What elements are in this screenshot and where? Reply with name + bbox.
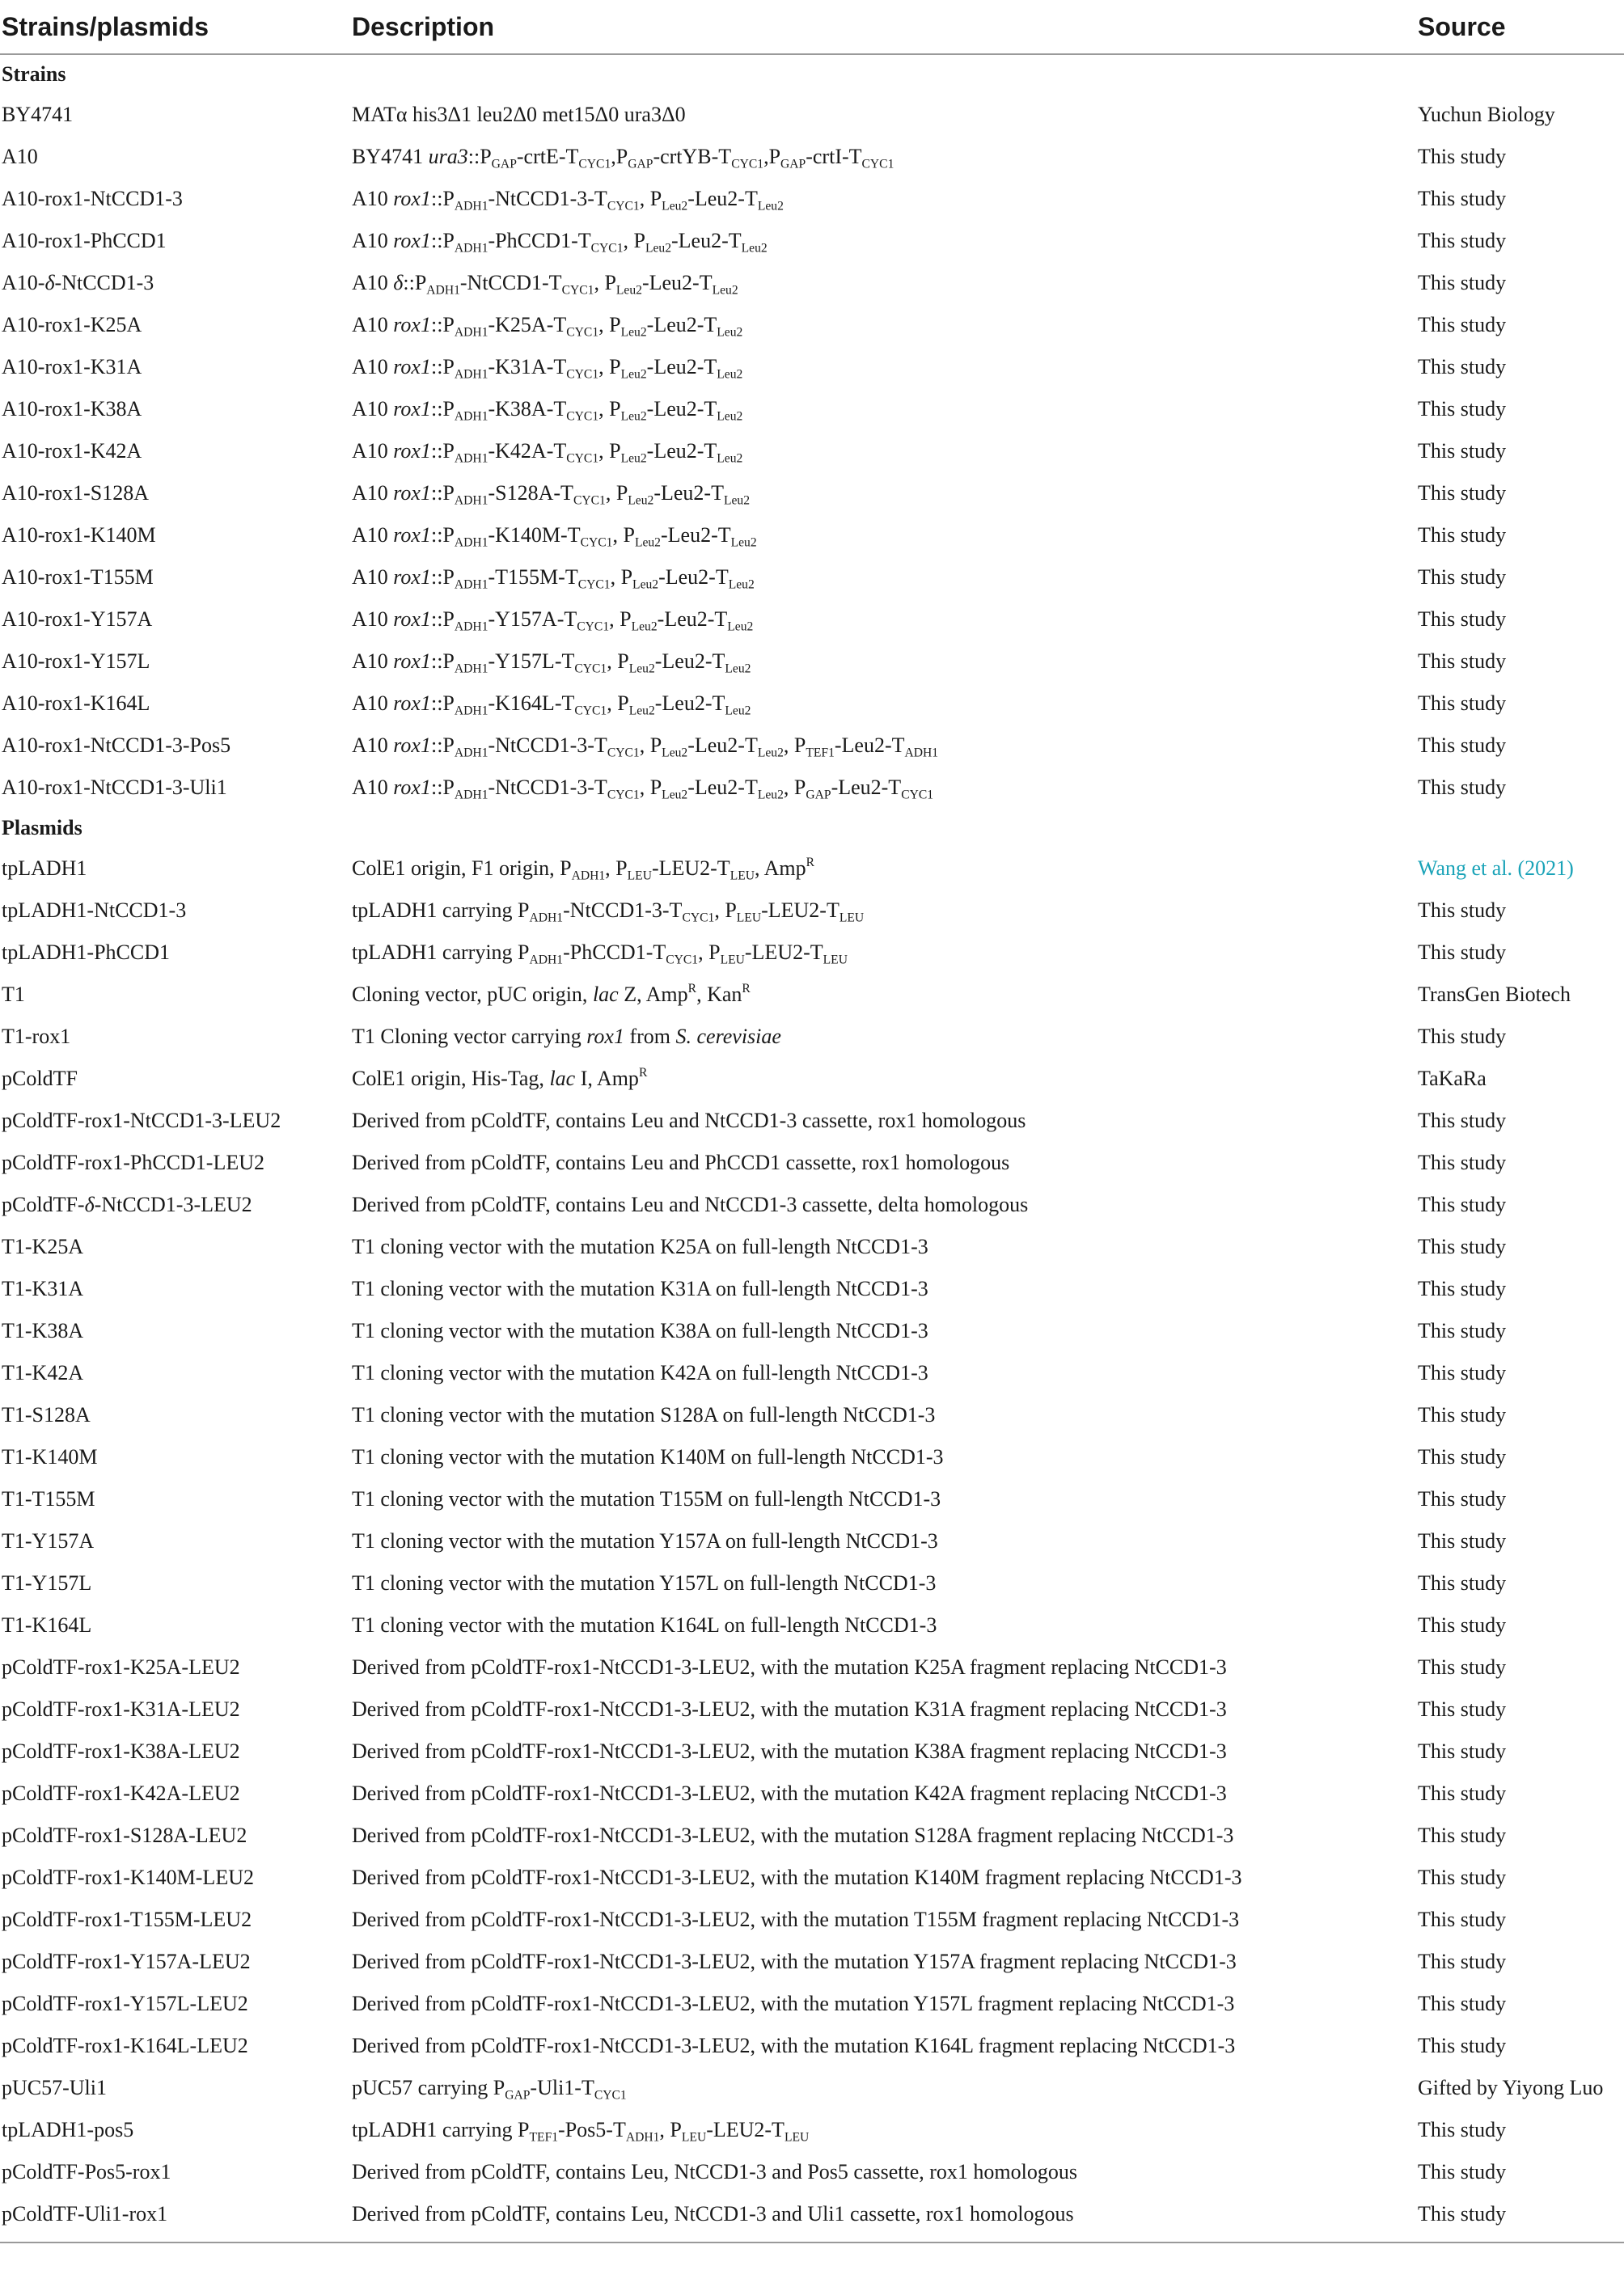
source-cell: This study — [1418, 776, 1507, 799]
source-cell: This study — [1418, 481, 1507, 505]
strain-name-cell: tpLADH1-NtCCD1-3 — [2, 898, 187, 922]
table-row — [0, 1100, 1624, 1142]
source-cell: This study — [1418, 145, 1507, 168]
table-row — [0, 1857, 1624, 1899]
source-cell: This study — [1418, 1950, 1507, 1973]
strain-name-cell: T1-K31A — [2, 1277, 84, 1300]
table-header-row — [0, 0, 1624, 54]
source-cell: This study — [1418, 1361, 1507, 1384]
description-cell: BY4741 $ura3::P_{GAP}-crtE-T_{CYC1},P_{GAP}-crtYB-T_{CYC1},P_{GAP}-crtI-T_{CYC1}$ — [352, 145, 894, 171]
table-row — [0, 890, 1624, 932]
source-cell: This study — [1418, 355, 1507, 378]
strain-name-cell: pColdTF-rox1-S128A-LEU2 — [2, 1824, 247, 1847]
description-cell: A10 $rox1::P_{ADH1}-K38A-T_{CYC1}$, $P_{Leu2}-Leu2-T_{Leu2}$ — [352, 397, 743, 424]
description-cell: Derived from pColdTF-rox1-NtCCD1-3-LEU2, with the mutation S128A fragment replacing NtCCD1-3 — [352, 1824, 1234, 1847]
source-cell: This study — [1418, 1487, 1507, 1511]
description-cell: A10 $rox1::P_{ADH1}-NtCCD1-3-T_{CYC1}$, $P_{Leu2}-Leu2-T_{Leu2}$, $P_{TEF1}-Leu2-T_{ADH1}$ — [352, 733, 939, 760]
source-cell: TransGen Biotech — [1418, 983, 1571, 1006]
source-cell: This study — [1418, 439, 1507, 463]
description-cell: Derived from pColdTF, contains Leu, NtCCD1-3 and Pos5 cassette, rox1 homologous — [352, 2160, 1077, 2183]
description-cell: T1 cloning vector with the mutation K25A on full-length NtCCD1-3 — [352, 1235, 928, 1258]
source-cell: This study — [1418, 1529, 1507, 1553]
table-row — [0, 1478, 1624, 1520]
table-row — [0, 1520, 1624, 1562]
table-row — [0, 388, 1624, 430]
source-cell: This study — [1418, 1697, 1507, 1721]
description-cell: Derived from pColdTF, contains Leu, NtCCD1-3 and Uli1 cassette, rox1 homologous — [352, 2202, 1074, 2226]
table-row — [0, 767, 1624, 809]
source-cell: This study — [1418, 1109, 1507, 1132]
description-cell: T1 cloning vector with the mutation K140M on full-length NtCCD1-3 — [352, 1445, 944, 1469]
table-row — [0, 1058, 1624, 1100]
table-row — [0, 1562, 1624, 1604]
source-cell: This study — [1418, 1992, 1507, 2015]
source-cell: This study — [1418, 1782, 1507, 1805]
table-row — [0, 1226, 1624, 1268]
description-cell: A10 $rox1::P_{ADH1}-K42A-T_{CYC1}$, $P_{Leu2}-Leu2-T_{Leu2}$ — [352, 439, 743, 466]
source-cell: This study — [1418, 397, 1507, 421]
source-cell: This study — [1418, 1613, 1507, 1637]
description-cell: A10 $rox1::P_{ADH1}-S128A-T_{CYC1}$, $P_{Leu2}-Leu2-T_{Leu2}$ — [352, 481, 750, 508]
source-cell: This study — [1418, 2034, 1507, 2057]
description-cell: T1 cloning vector with the mutation T155M on full-length NtCCD1-3 — [352, 1487, 941, 1511]
description-cell: A10 $rox1::P_{ADH1}-PhCCD1-T_{CYC1}$, $P_{Leu2}-Leu2-T_{Leu2}$ — [352, 229, 768, 256]
table-row — [0, 2109, 1624, 2151]
description-cell: Derived from pColdTF-rox1-NtCCD1-3-LEU2, with the mutation K31A fragment replacing NtCCD1-3 — [352, 1697, 1227, 1721]
description-cell: tpLADH1 carrying $P_{ADH1}-PhCCD1-T_{CYC1}$, $P_{LEU}-LEU2-T_{LEU}$ — [352, 941, 848, 967]
strain-name-cell: A10-rox1-K164L — [2, 691, 150, 715]
description-cell: ColE1 origin, F1 origin, $P_{ADH1}$, $P_{LEU}-LEU2-T_{LEU}$, Amp$^R$ — [352, 856, 814, 883]
strain-name-cell: A10-rox1-K31A — [2, 355, 142, 378]
source-cell: This study — [1418, 691, 1507, 715]
strain-name-cell: pColdTF-rox1-Y157A-LEU2 — [2, 1950, 251, 1973]
description-cell: T1 cloning vector with the mutation K42A on full-length NtCCD1-3 — [352, 1361, 928, 1384]
strain-name-cell: A10-rox1-K140M — [2, 523, 156, 547]
table-row — [0, 683, 1624, 725]
section-row — [0, 809, 1624, 848]
description-cell: A10 $rox1::P_{ADH1}-K164L-T_{CYC1}$, $P_{Leu2}-Leu2-T_{Leu2}$ — [352, 691, 751, 718]
table-row — [0, 2025, 1624, 2067]
description-cell: Derived from pColdTF-rox1-NtCCD1-3-LEU2, with the mutation T155M fragment replacing NtCCD1-3 — [352, 1908, 1240, 1931]
source-cell: This study — [1418, 2118, 1507, 2141]
strain-name-cell: A10 — [2, 145, 38, 168]
strain-name-cell: A10-rox1-K25A — [2, 313, 142, 336]
table-row — [0, 848, 1624, 890]
strain-name-cell: T1-K164L — [2, 1613, 92, 1637]
description-cell: Derived from pColdTF-rox1-NtCCD1-3-LEU2, with the mutation K140M fragment replacing NtCCD1-3 — [352, 1866, 1242, 1889]
strain-name-cell: A10-rox1-NtCCD1-3-Uli1 — [2, 776, 227, 799]
table-row — [0, 2151, 1624, 2193]
source-cell: This study — [1418, 1571, 1507, 1595]
description-cell: A10 $rox1::P_{ADH1}-K140M-T_{CYC1}$, $P_{Leu2}-Leu2-T_{Leu2}$ — [352, 523, 757, 550]
strain-name-cell: A10-rox1-NtCCD1-3-Pos5 — [2, 733, 231, 757]
table-row — [0, 1815, 1624, 1857]
source-cell: TaKaRa — [1418, 1067, 1487, 1090]
section-title: Strains — [2, 62, 66, 86]
description-cell: A10 $\delta::P_{ADH1}-NtCCD1-T_{CYC1}$, $P_{Leu2}-Leu2-T_{Leu2}$ — [352, 271, 738, 298]
source-cell: This study — [1418, 1655, 1507, 1679]
strain-name-cell: A10-rox1-PhCCD1 — [2, 229, 167, 252]
table-row — [0, 430, 1624, 472]
table-row — [0, 556, 1624, 598]
strain-name-cell: tpLADH1 — [2, 856, 87, 880]
strain-name-cell: A10-rox1-K38A — [2, 397, 142, 421]
table-row — [0, 220, 1624, 262]
table-row — [0, 725, 1624, 767]
table-bottom-rule — [0, 2242, 1624, 2243]
description-cell: Derived from pColdTF-rox1-NtCCD1-3-LEU2, with the mutation K164L fragment replacing NtCCD1-3 — [352, 2034, 1236, 2057]
strain-name-cell: T1-Y157A — [2, 1529, 95, 1553]
source-cell: This study — [1418, 1445, 1507, 1469]
strain-name-cell: T1-T155M — [2, 1487, 95, 1511]
header-description: Description — [350, 0, 1416, 54]
description-cell: A10 $rox1::P_{ADH1}-NtCCD1-3-T_{CYC1}$, $P_{Leu2}-Leu2-T_{Leu2}$, $P_{GAP}-Leu2-T_{CYC1}$ — [352, 776, 934, 802]
description-cell: tpLADH1 carrying $P_{TEF1}-Pos5-T_{ADH1}$, $P_{LEU}-LEU2-T_{LEU}$ — [352, 2118, 810, 2145]
strain-name-cell: tpLADH1-PhCCD1 — [2, 941, 171, 964]
source-cell: This study — [1418, 523, 1507, 547]
table-row — [0, 1394, 1624, 1436]
header-strains-plasmids: Strains/plasmids — [0, 0, 350, 54]
section-row — [0, 54, 1624, 94]
source-cell: This study — [1418, 1739, 1507, 1763]
source-cell: This study — [1418, 2160, 1507, 2183]
description-cell: ColE1 origin, His-Tag, lac I, Amp$^R$ — [352, 1066, 648, 1090]
source-cell: This study — [1418, 649, 1507, 673]
table-row — [0, 1689, 1624, 1731]
strain-name-cell: pColdTF-rox1-K25A-LEU2 — [2, 1655, 240, 1679]
source-cell: This study — [1418, 1908, 1507, 1931]
description-cell: Derived from pColdTF-rox1-NtCCD1-3-LEU2, with the mutation K38A fragment replacing NtCCD1-3 — [352, 1739, 1227, 1763]
source-cell: This study — [1418, 1193, 1507, 1216]
strain-name-cell: A10-rox1-NtCCD1-3 — [2, 187, 183, 210]
strain-name-cell: BY4741 — [2, 103, 74, 126]
description-cell: T1 Cloning vector carrying rox1 from S. cerevisiae — [352, 1025, 781, 1048]
table-row — [0, 974, 1624, 1016]
source-cell: This study — [1418, 1151, 1507, 1174]
table-row — [0, 932, 1624, 974]
description-cell: A10 $rox1::P_{ADH1}-NtCCD1-3-T_{CYC1}$, $P_{Leu2}-Leu2-T_{Leu2}$ — [352, 187, 784, 213]
strain-name-cell: pColdTF-rox1-T155M-LEU2 — [2, 1908, 252, 1931]
strain-name-cell: T1-rox1 — [2, 1025, 71, 1048]
source-cell: This study — [1418, 229, 1507, 252]
table-row — [0, 1352, 1624, 1394]
description-cell: Derived from pColdTF-rox1-NtCCD1-3-LEU2, with the mutation Y157L fragment replacing NtCCD1-3 — [352, 1992, 1235, 2015]
strain-name-cell: T1-K140M — [2, 1445, 98, 1469]
strain-name-cell: pColdTF-δ-NtCCD1-3-LEU2 — [2, 1193, 252, 1216]
table-row — [0, 1142, 1624, 1184]
table-body — [0, 54, 1624, 2235]
table-row — [0, 1016, 1624, 1058]
table-row — [0, 262, 1624, 304]
strain-name-cell: T1 — [2, 983, 25, 1006]
strain-name-cell: tpLADH1-pos5 — [2, 2118, 134, 2141]
strain-name-cell: T1-K25A — [2, 1235, 84, 1258]
description-cell: T1 cloning vector with the mutation K164L on full-length NtCCD1-3 — [352, 1613, 937, 1637]
source-cell: This study — [1418, 1824, 1507, 1847]
description-cell: A10 $rox1::P_{ADH1}-K31A-T_{CYC1}$, $P_{Leu2}-Leu2-T_{Leu2}$ — [352, 355, 743, 382]
table-row — [0, 640, 1624, 683]
table-row — [0, 1184, 1624, 1226]
source-cell: This study — [1418, 565, 1507, 589]
strain-name-cell: pColdTF-rox1-K140M-LEU2 — [2, 1866, 254, 1889]
table-row — [0, 1436, 1624, 1478]
description-cell: Derived from pColdTF, contains Leu and NtCCD1-3 cassette, rox1 homologous — [352, 1109, 1026, 1132]
strain-name-cell: pColdTF-Pos5-rox1 — [2, 2160, 171, 2183]
source-cell: This study — [1418, 271, 1507, 294]
description-cell: A10 $rox1::P_{ADH1}-K25A-T_{CYC1}$, $P_{Leu2}-Leu2-T_{Leu2}$ — [352, 313, 743, 340]
description-cell: Derived from pColdTF-rox1-NtCCD1-3-LEU2, with the mutation Y157A fragment replacing NtCCD1-3 — [352, 1950, 1237, 1973]
source-cell: This study — [1418, 1235, 1507, 1258]
strain-name-cell: T1-K38A — [2, 1319, 84, 1342]
source-cell: Gifted by Yiyong Luo — [1418, 2076, 1604, 2099]
table-row — [0, 2193, 1624, 2235]
table-row — [0, 1268, 1624, 1310]
source-cell: This study — [1418, 1025, 1507, 1048]
source-cell: This study — [1418, 1277, 1507, 1300]
table-row — [0, 2067, 1624, 2109]
description-cell: A10 $rox1::P_{ADH1}-Y157L-T_{CYC1}$, $P_{Leu2}-Leu2-T_{Leu2}$ — [352, 649, 751, 676]
table-row — [0, 1731, 1624, 1773]
description-cell: pUC57 carrying $P_{GAP}-Uli1-T_{CYC1}$ — [352, 2076, 627, 2103]
source-cell: Yuchun Biology — [1418, 103, 1555, 126]
table-row — [0, 598, 1624, 640]
description-cell: Derived from pColdTF-rox1-NtCCD1-3-LEU2, with the mutation K42A fragment replacing NtCCD1-3 — [352, 1782, 1227, 1805]
description-cell: T1 cloning vector with the mutation Y157A on full-length NtCCD1-3 — [352, 1529, 938, 1553]
description-cell: Derived from pColdTF, contains Leu and NtCCD1-3 cassette, delta homologous — [352, 1193, 1029, 1216]
table-row — [0, 1310, 1624, 1352]
strain-name-cell: pColdTF-rox1-NtCCD1-3-LEU2 — [2, 1109, 281, 1132]
strain-name-cell: pUC57-Uli1 — [2, 2076, 107, 2099]
strain-name-cell: A10-rox1-Y157L — [2, 649, 150, 673]
source-cell: This study — [1418, 187, 1507, 210]
table-row — [0, 346, 1624, 388]
source-cell: This study — [1418, 313, 1507, 336]
source-citation-link[interactable]: Wang et al. (2021) — [1418, 856, 1574, 880]
strain-name-cell: T1-Y157L — [2, 1571, 92, 1595]
strain-name-cell: pColdTF-rox1-Y157L-LEU2 — [2, 1992, 248, 2015]
strain-name-cell: A10-rox1-S128A — [2, 481, 149, 505]
source-cell: This study — [1418, 607, 1507, 631]
strain-name-cell: A10-rox1-T155M — [2, 565, 154, 589]
strain-name-cell: T1-K42A — [2, 1361, 84, 1384]
strain-name-cell: pColdTF — [2, 1067, 78, 1090]
table-row — [0, 514, 1624, 556]
table-row — [0, 1899, 1624, 1941]
table-row — [0, 1604, 1624, 1646]
strain-name-cell: T1-S128A — [2, 1403, 91, 1427]
description-cell: T1 cloning vector with the mutation K38A on full-length NtCCD1-3 — [352, 1319, 928, 1342]
source-cell: This study — [1418, 1866, 1507, 1889]
description-cell: A10 $rox1::P_{ADH1}-Y157A-T_{CYC1}$, $P_{Leu2}-Leu2-T_{Leu2}$ — [352, 607, 754, 634]
strain-name-cell: pColdTF-rox1-K42A-LEU2 — [2, 1782, 240, 1805]
table-row — [0, 178, 1624, 220]
strain-name-cell: pColdTF-rox1-PhCCD1-LEU2 — [2, 1151, 264, 1174]
table-row — [0, 1773, 1624, 1815]
description-cell: Cloning vector, pUC origin, lac Z, Amp$^R$, Kan$^R$ — [352, 982, 751, 1006]
table-row — [0, 1941, 1624, 1983]
section-title: Plasmids — [2, 816, 82, 839]
source-cell: This study — [1418, 1403, 1507, 1427]
source-cell: This study — [1418, 1319, 1507, 1342]
description-cell: A10 $rox1::P_{ADH1}-T155M-T_{CYC1}$, $P_{Leu2}-Leu2-T_{Leu2}$ — [352, 565, 755, 592]
table-row — [0, 136, 1624, 178]
source-cell: This study — [1418, 2202, 1507, 2226]
table-row — [0, 94, 1624, 136]
description-cell: Derived from pColdTF-rox1-NtCCD1-3-LEU2, with the mutation K25A fragment replacing NtCCD1-3 — [352, 1655, 1227, 1679]
strain-name-cell: A10-rox1-Y157A — [2, 607, 153, 631]
strain-name-cell: pColdTF-rox1-K31A-LEU2 — [2, 1697, 240, 1721]
strain-name-cell: A10-rox1-K42A — [2, 439, 142, 463]
header-source: Source — [1416, 0, 1624, 54]
table-row — [0, 1983, 1624, 2025]
strain-name-cell: A10-δ-NtCCD1-3 — [2, 271, 154, 294]
source-cell: This study — [1418, 898, 1507, 922]
strain-name-cell: pColdTF-Uli1-rox1 — [2, 2202, 168, 2226]
table-row — [0, 1646, 1624, 1689]
source-cell: This study — [1418, 941, 1507, 964]
table-row — [0, 304, 1624, 346]
description-cell: T1 cloning vector with the mutation Y157L on full-length NtCCD1-3 — [352, 1571, 937, 1595]
description-cell: MATα his3Δ1 leu2Δ0 met15Δ0 ura3Δ0 — [352, 103, 686, 126]
description-cell: T1 cloning vector with the mutation S128A on full-length NtCCD1-3 — [352, 1403, 936, 1427]
description-cell: Derived from pColdTF, contains Leu and PhCCD1 cassette, rox1 homologous — [352, 1151, 1010, 1174]
description-cell: tpLADH1 carrying $P_{ADH1}-NtCCD1-3-T_{CYC1}$, $P_{LEU}-LEU2-T_{LEU}$ — [352, 898, 865, 925]
strain-name-cell: pColdTF-rox1-K164L-LEU2 — [2, 2034, 248, 2057]
source-cell: This study — [1418, 733, 1507, 757]
description-cell: T1 cloning vector with the mutation K31A on full-length NtCCD1-3 — [352, 1277, 928, 1300]
table-row — [0, 472, 1624, 514]
strain-name-cell: pColdTF-rox1-K38A-LEU2 — [2, 1739, 240, 1763]
